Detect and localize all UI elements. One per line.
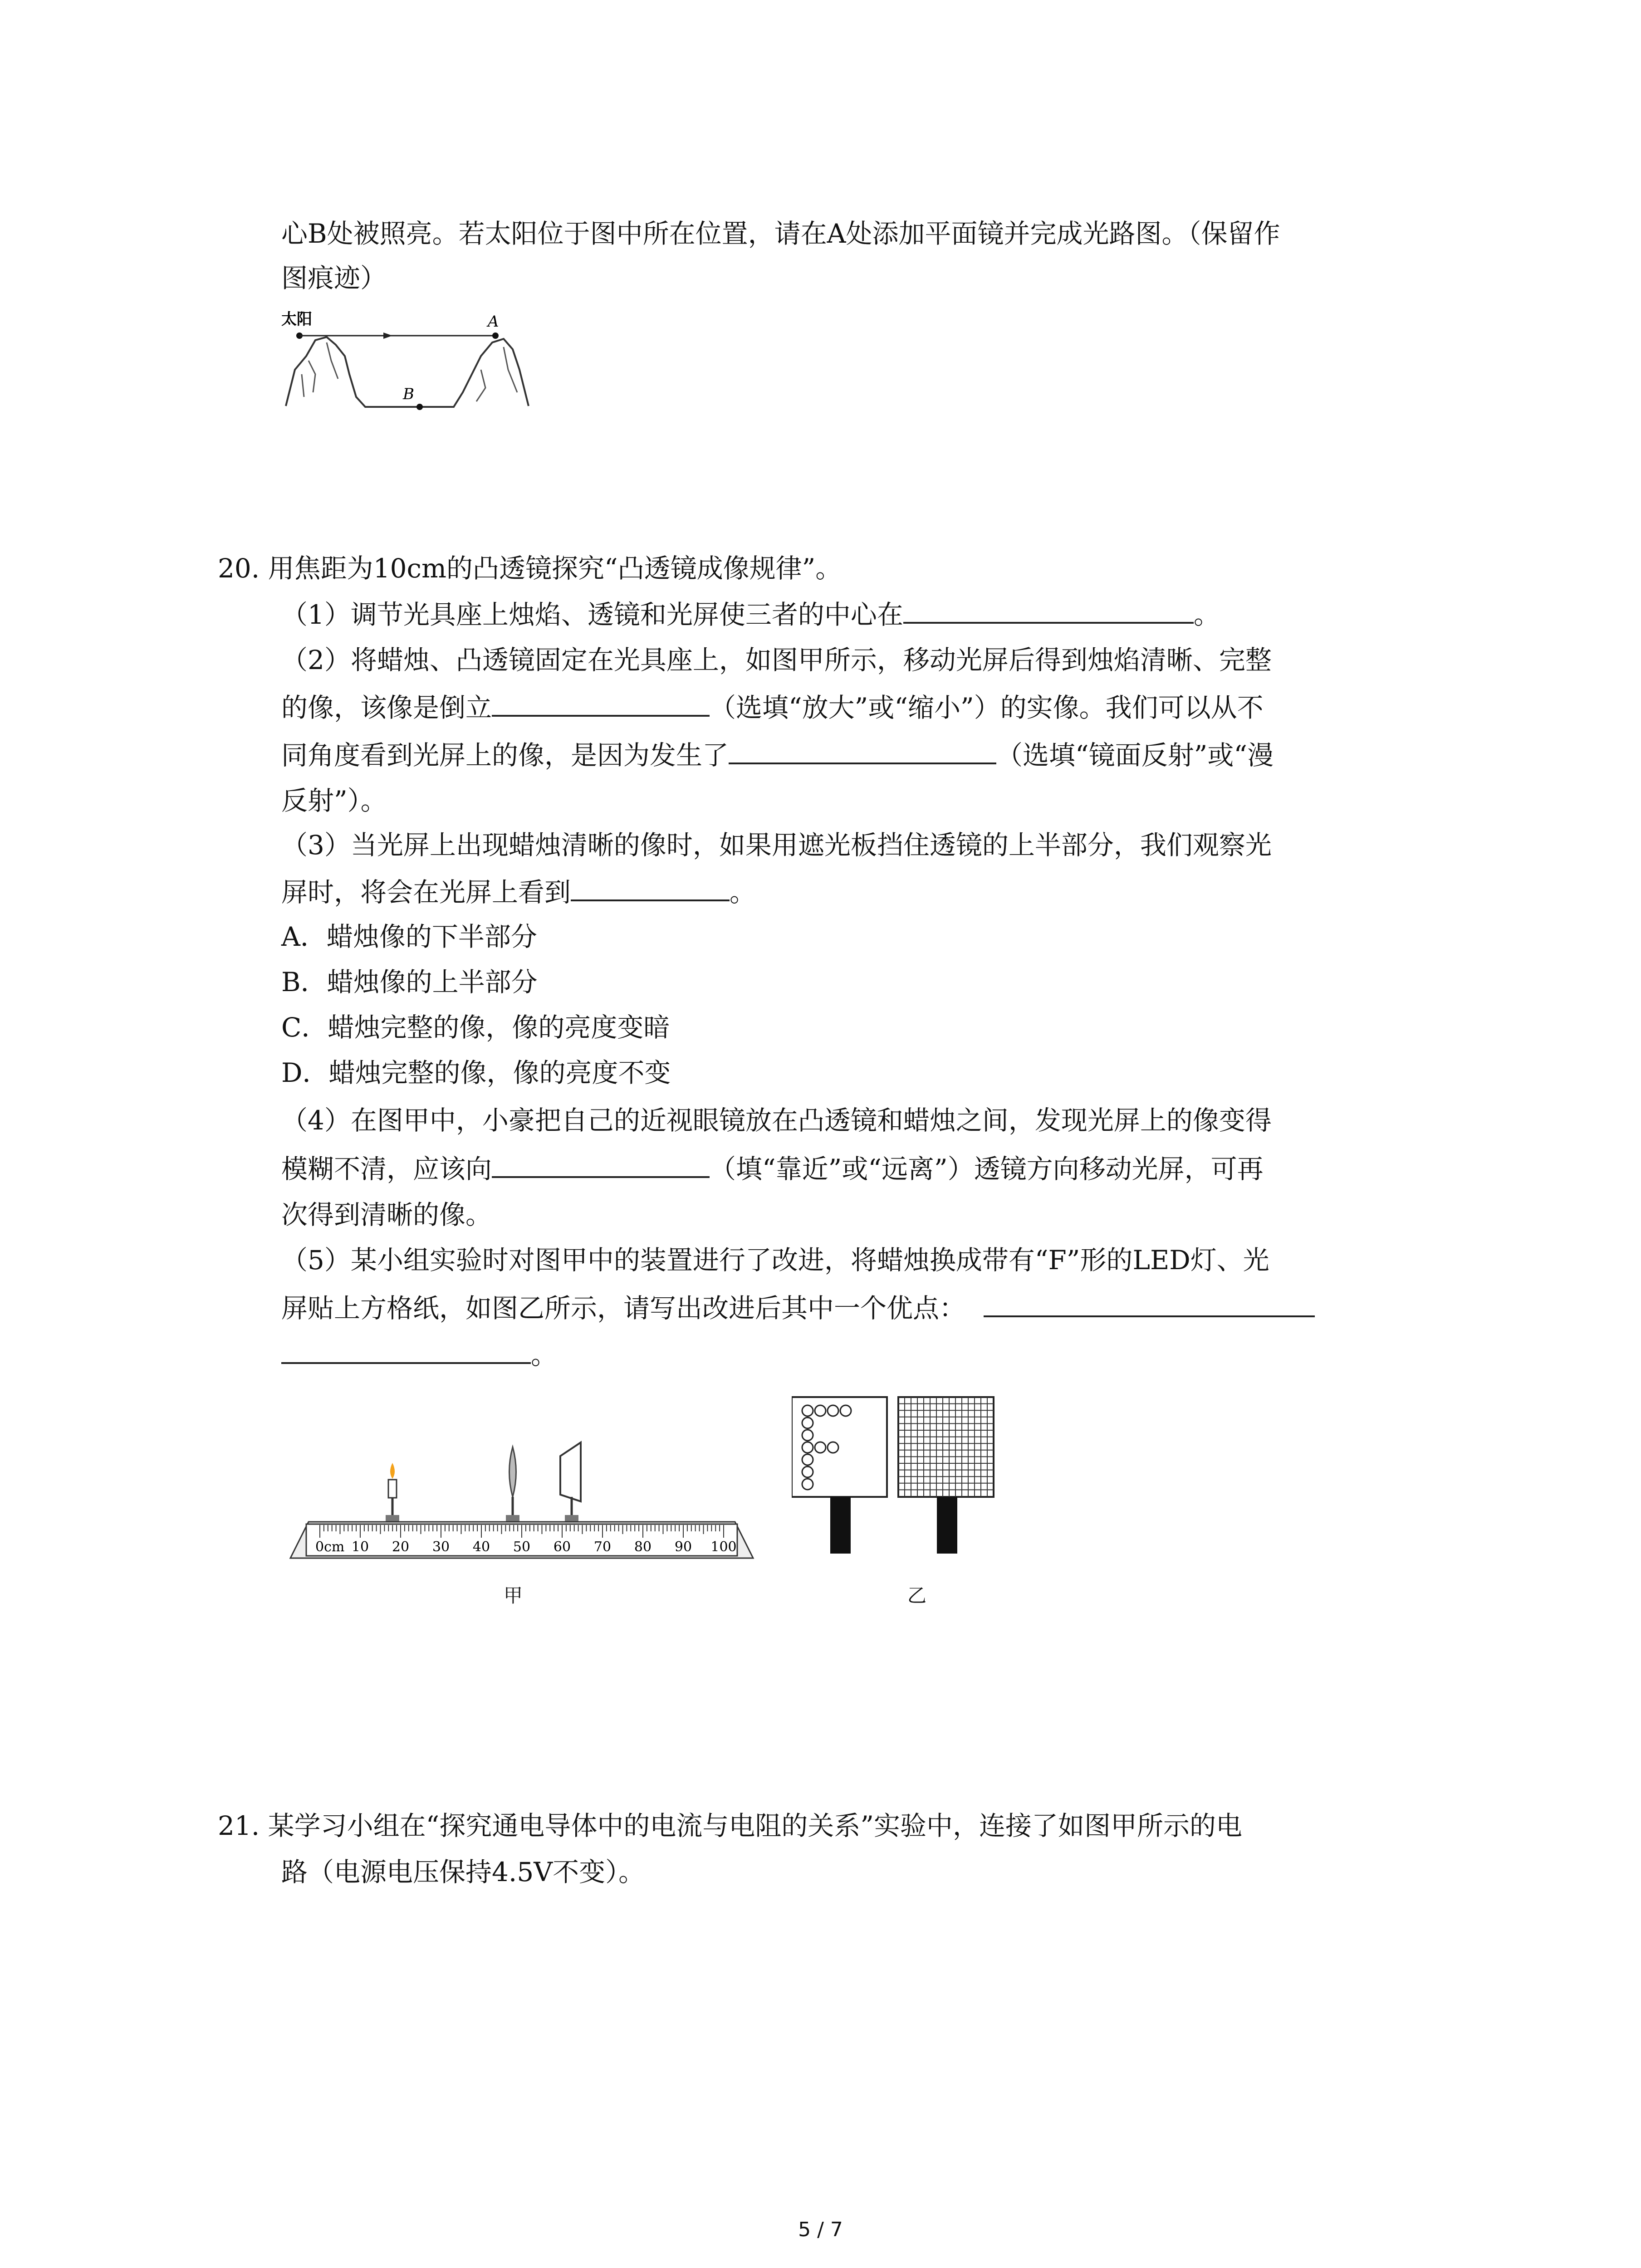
q20-part3-line1: （3）当光屏上出现蜡烛清晰的像时，如果用遮光板挡住透镜的上半部分，我们观察光	[281, 830, 1272, 860]
page-number: 5 / 7	[798, 2218, 843, 2241]
answer-blank-1[interactable]	[903, 596, 1194, 624]
ruler-label: 50	[513, 1539, 531, 1555]
point-b	[416, 404, 423, 410]
led-dot	[802, 1454, 813, 1465]
q20-part5-line1: （5）某小组实验时对图甲中的装置进行了改进，将蜡烛换成带有“F”形的LED灯、光	[281, 1245, 1269, 1276]
candle	[388, 1480, 397, 1498]
q20-part4-line1: （4）在图甲中，小豪把自己的近视眼镜放在凸透镜和蜡烛之间，发现光屏上的像变得	[281, 1105, 1272, 1136]
ray-arrow-icon	[383, 332, 392, 339]
q20-part5-line3: 。	[281, 1336, 557, 1373]
option-d[interactable]: D．蜡烛完整的像，像的亮度不变	[281, 1057, 671, 1088]
led-dot	[802, 1479, 813, 1490]
q20-part2-line2: 的像，该像是倒立 （选填“放大”或“缩小”）的实像。我们可以从不	[281, 689, 1264, 726]
led-dot	[828, 1442, 838, 1453]
figure-yi-caption: 乙	[907, 1584, 927, 1607]
led-dot	[840, 1405, 851, 1416]
ruler-label: 90	[674, 1539, 692, 1555]
answer-blank-2[interactable]	[492, 689, 710, 717]
q20-stem: 20. 用焦距为10cm的凸透镜探究“凸透镜成像规律”。	[218, 553, 842, 584]
point-a-label: A	[488, 313, 499, 331]
led-dot	[802, 1405, 813, 1416]
led-dot	[802, 1466, 813, 1477]
option-c[interactable]: C．蜡烛完整的像，像的亮度变暗	[281, 1012, 670, 1043]
ruler-label: 10	[351, 1539, 369, 1555]
q19-text-line-1: 心B处被照亮。若太阳位于图中所在位置，请在A处添加平面镜并完成光路图。（保留作	[281, 218, 1280, 249]
figure-jia-caption: 甲	[504, 1584, 523, 1607]
led-and-grid-figure	[792, 1393, 1019, 1556]
q20-part1: （1）调节光具座上烛焰、透镜和光屏使三者的中心在 。	[281, 596, 1220, 633]
sunlight-mountain-figure	[281, 306, 535, 420]
q20-part2-line3: 同角度看到光屏上的像，是因为发生了 （选填“镜面反射”或“漫	[281, 736, 1274, 773]
ruler-label: 30	[432, 1539, 450, 1555]
option-b[interactable]: B．蜡烛像的上半部分	[281, 967, 538, 997]
ruler-label: 80	[634, 1539, 652, 1555]
ruler-label: 20	[392, 1539, 410, 1555]
led-dot	[802, 1418, 813, 1428]
q21-text-line-2: 路（电源电压保持4.5V不变）。	[281, 1857, 645, 1887]
optical-bench-figure	[281, 1429, 758, 1574]
led-dot	[828, 1405, 838, 1416]
q20-part3-line2: 屏时，将会在光屏上看到 。	[281, 873, 756, 910]
answer-blank-6b[interactable]	[281, 1336, 531, 1364]
light-screen	[560, 1442, 581, 1501]
led-dot	[802, 1442, 813, 1453]
answer-blank-4[interactable]	[571, 873, 730, 901]
q20-part4-line3: 次得到清晰的像。	[281, 1199, 492, 1230]
led-dot	[802, 1430, 813, 1441]
q20-part2-line4: 反射”）。	[281, 785, 387, 816]
led-dot	[815, 1405, 826, 1416]
point-a	[492, 332, 499, 339]
answer-blank-6a[interactable]	[984, 1289, 1315, 1317]
answer-blank-3[interactable]	[729, 736, 996, 764]
sun-label: 太阳	[281, 310, 312, 328]
ruler-label: 100	[710, 1539, 737, 1555]
led-dot	[815, 1442, 826, 1453]
q20-part2-line1: （2）将蜡烛、凸透镜固定在光具座上，如图甲所示，移动光屏后得到烛焰清晰、完整	[281, 645, 1272, 675]
point-b-label: B	[403, 385, 414, 403]
q19-text-line-2: 图痕迹）	[281, 263, 387, 293]
q20-part4-line2: 模糊不清，应该向 （填“靠近”或“远离”）透镜方向移动光屏，可再	[281, 1150, 1264, 1187]
q21-text-line-1: 21. 某学习小组在“探究通电导体中的电流与电阻的关系”实验中，连接了如图甲所示的电	[218, 1810, 1242, 1841]
q20-part5-line2: 屏贴上方格纸，如图乙所示，请写出改进后其中一个优点：	[281, 1289, 1315, 1326]
grid-screen	[898, 1397, 994, 1497]
convex-lens	[509, 1447, 516, 1497]
ruler-label: 70	[593, 1539, 612, 1555]
option-a[interactable]: A．蜡烛像的下半部分	[281, 921, 537, 952]
ruler-label: 60	[553, 1539, 571, 1555]
ruler-label: 0cm	[315, 1539, 345, 1555]
ruler-label: 40	[472, 1539, 490, 1555]
candle-flame	[390, 1463, 395, 1479]
answer-blank-5[interactable]	[492, 1150, 710, 1178]
